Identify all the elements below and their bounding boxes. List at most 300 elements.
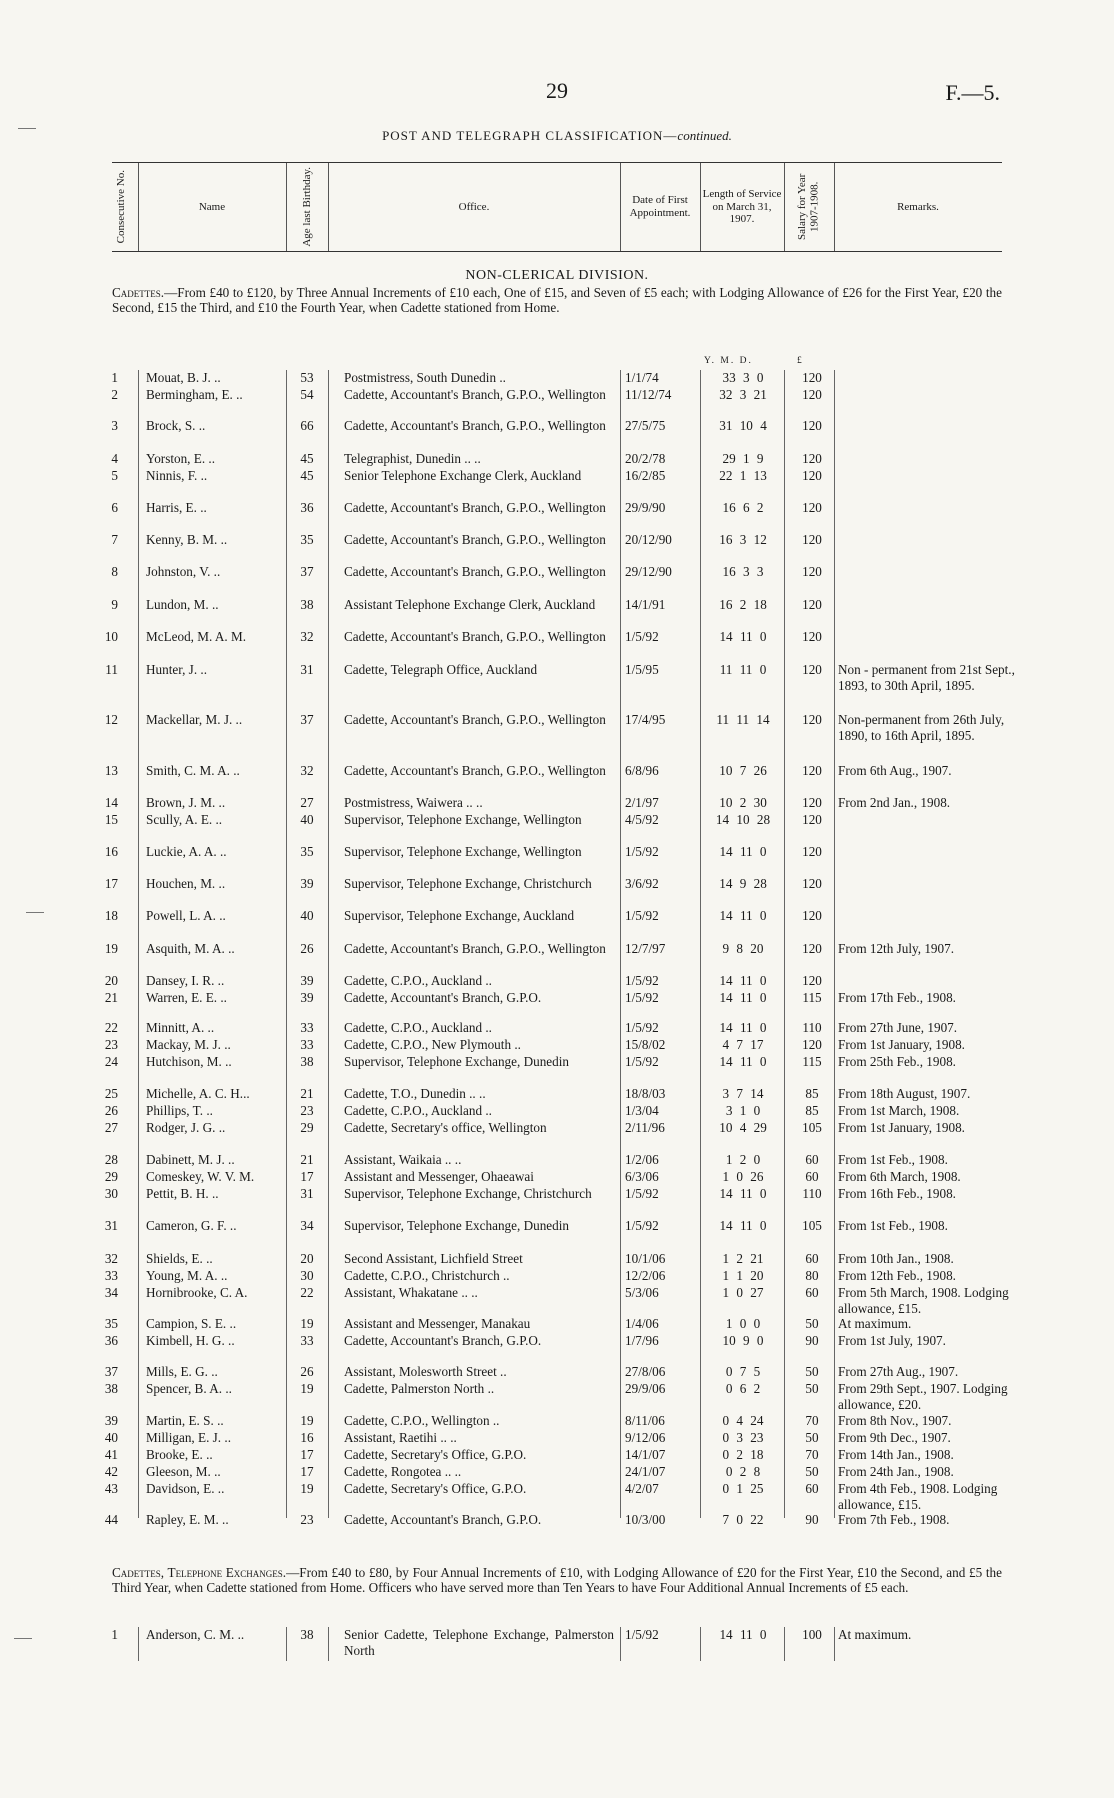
cell-age: 30 <box>300 1268 314 1283</box>
cell-remarks: From 1st July, 1907. <box>838 1333 946 1348</box>
cell-date: 4/2/07 <box>625 1481 659 1496</box>
cell-salary: 120 <box>802 795 822 810</box>
cell-no: 23 <box>104 1037 118 1052</box>
cell-length: 9 8 20 <box>722 941 764 956</box>
cell-date: 1/4/06 <box>625 1316 659 1331</box>
cell-date: 1/5/92 <box>625 844 659 859</box>
cell-age: 19 <box>300 1381 314 1396</box>
cell-name: Scully, A. E. .. <box>146 812 223 827</box>
cell-date: 6/3/06 <box>625 1169 659 1184</box>
cell-length: 16 6 2 <box>722 500 764 515</box>
cell-age: 34 <box>300 1218 314 1233</box>
col-no-header: Consecutive No. <box>114 170 127 244</box>
cell-no: 32 <box>104 1251 118 1266</box>
cell-date: 1/5/92 <box>625 1218 659 1233</box>
cell-no: 41 <box>104 1447 118 1462</box>
cell-length: 14 11 0 <box>719 1020 767 1035</box>
cell-no: 28 <box>104 1152 118 1167</box>
cell-date: 20/12/90 <box>625 532 672 547</box>
cell-salary: 120 <box>802 597 822 612</box>
cell-age: 16 <box>300 1430 314 1445</box>
cell-length: 11 11 14 <box>716 712 770 727</box>
cell-office: Assistant and Messenger, Manakau <box>344 1316 531 1331</box>
cell-date: 11/12/74 <box>625 387 672 402</box>
cell-office: Cadette, C.P.O., Christchurch .. <box>344 1268 510 1283</box>
cell-remarks: From 1st January, 1908. <box>838 1120 965 1135</box>
cell-office: Cadette, Accountant's Branch, G.P.O., Wellington <box>344 387 606 402</box>
cell-name: Hornibrooke, C. A. <box>146 1285 248 1300</box>
cell-no: 8 <box>111 564 118 579</box>
cadettes-text: —From £40 to £120, by Three Annual Increments of £10 each, One of £15, and Seven of £5 each; with Lodging Allowance of £26 for the First Year, £20 the Second, £15 the Third, and £10 the Fourth Year, when Cadette stationed from Home. <box>112 285 1002 315</box>
cell-date: 1/7/96 <box>625 1333 659 1348</box>
cell-length: 14 11 0 <box>719 1186 767 1201</box>
cell-salary: 120 <box>802 387 822 402</box>
cell-age: 45 <box>300 468 314 483</box>
cell-salary: 50 <box>805 1430 819 1445</box>
cell-office: Cadette, Secretary's office, Wellington <box>344 1120 547 1135</box>
cell-length: 0 2 8 <box>725 1464 761 1479</box>
cell-age: 19 <box>300 1413 314 1428</box>
cell-age: 40 <box>300 812 314 827</box>
cell-salary: 60 <box>805 1481 819 1496</box>
cell-remarks: From 12th July, 1907. <box>838 941 955 956</box>
cell-length: 16 2 18 <box>719 597 767 612</box>
cell-no: 14 <box>104 795 118 810</box>
cell-age: 66 <box>300 418 314 433</box>
cell-office: Assistant and Messenger, Ohaeawai <box>344 1169 534 1184</box>
cell-name: Gleeson, M. .. <box>146 1464 221 1479</box>
cell-age: 54 <box>300 387 314 402</box>
cell-salary: 85 <box>805 1103 819 1118</box>
cell-name: Pettit, B. H. .. <box>146 1186 219 1201</box>
cell-name: Minnitt, A. .. <box>146 1020 215 1035</box>
cell-length: 22 1 13 <box>719 468 767 483</box>
cell-salary: 60 <box>805 1251 819 1266</box>
cell-name: Campion, S. E. .. <box>146 1316 237 1331</box>
cell-no: 42 <box>104 1464 118 1479</box>
col-remarks-header: Remarks. <box>897 200 939 213</box>
cell-length: 29 1 9 <box>722 451 764 466</box>
cell-salary: 120 <box>802 908 822 923</box>
cell-no: 19 <box>104 941 118 956</box>
cell-no: 30 <box>104 1186 118 1201</box>
cell-date: 12/2/06 <box>625 1268 666 1283</box>
cell-age: 35 <box>300 844 314 859</box>
cell-age: 38 <box>300 597 314 612</box>
cell-salary: 120 <box>802 763 822 778</box>
cell-length: 0 6 2 <box>725 1381 761 1396</box>
cell-office: Senior Cadette, Telephone Exchange, Palmerston North <box>344 1627 614 1659</box>
cell-date: 14/1/07 <box>625 1447 666 1462</box>
cell-office: Assistant, Whakatane .. .. <box>344 1285 478 1300</box>
col-salary-header: Salary for Year 1907-1908. <box>796 173 821 241</box>
cell-no: 15 <box>104 812 118 827</box>
cell-name: Warren, E. E. .. <box>146 990 227 1005</box>
cell-length: 14 10 28 <box>715 812 771 827</box>
cell-name: Lundon, M. .. <box>146 597 219 612</box>
cell-name: Rodger, J. G. .. <box>146 1120 226 1135</box>
cell-salary: 50 <box>805 1364 819 1379</box>
cell-office: Supervisor, Telephone Exchange, Christchurch <box>344 876 592 891</box>
cell-age: 37 <box>300 564 314 579</box>
cell-date: 9/12/06 <box>625 1430 666 1445</box>
cell-office: Cadette, Accountant's Branch, G.P.O., Wellington <box>344 941 606 956</box>
cell-office: Cadette, Accountant's Branch, G.P.O., Wellington <box>344 532 606 547</box>
cell-date: 12/7/97 <box>625 941 666 956</box>
cell-no: 7 <box>111 532 118 547</box>
cell-no: 6 <box>111 500 118 515</box>
cell-date: 18/8/03 <box>625 1086 666 1101</box>
telephone-text: —From £40 to £80, by Four Annual Increments of £10, with Lodging Allowance of £20 for the First Year, £10 the Second, and £5 the Third Year, when Cadette stationed from Home. Officers who have served more than Ten Years to have Four Additional Annual Increments of £5 each. <box>112 1565 1002 1595</box>
cell-age: 17 <box>300 1169 314 1184</box>
cell-salary: 90 <box>805 1512 819 1527</box>
cell-office: Supervisor, Telephone Exchange, Wellington <box>344 812 582 827</box>
cell-date: 1/1/74 <box>625 370 659 385</box>
cell-salary: 60 <box>805 1285 819 1300</box>
cell-name: Dansey, I. R. .. <box>146 973 225 988</box>
cell-length: 1 2 21 <box>722 1251 764 1266</box>
cell-remarks: From 4th Feb., 1908. Lodging allowance, £15. <box>838 1481 998 1513</box>
cell-date: 1/5/92 <box>625 990 659 1005</box>
cell-age: 39 <box>300 973 314 988</box>
cell-salary: 120 <box>802 662 822 677</box>
cell-name: Spencer, B. A. .. <box>146 1381 232 1396</box>
cell-date: 15/8/02 <box>625 1037 666 1052</box>
cell-date: 27/5/75 <box>625 418 666 433</box>
cell-age: 39 <box>300 990 314 1005</box>
cell-no: 37 <box>104 1364 118 1379</box>
cell-name: Davidson, E. .. <box>146 1481 225 1496</box>
cell-remarks: From 1st Feb., 1908. <box>838 1218 948 1233</box>
cell-date: 1/5/92 <box>625 973 659 988</box>
cell-remarks: From 10th Jan., 1908. <box>838 1251 954 1266</box>
cell-no: 33 <box>104 1268 118 1283</box>
cell-length: 3 1 0 <box>725 1103 761 1118</box>
cell-remarks: From 2nd Jan., 1908. <box>838 795 951 810</box>
cell-no: 5 <box>111 468 118 483</box>
cell-office: Assistant, Molesworth Street .. <box>344 1364 507 1379</box>
cell-length: 33 3 0 <box>722 370 764 385</box>
cell-office: Cadette, Secretary's Office, G.P.O. <box>344 1447 527 1462</box>
telephone-table-row <box>112 1627 1002 1661</box>
cell-age: 22 <box>300 1285 314 1300</box>
cell-length: 4 7 17 <box>722 1037 764 1052</box>
cell-salary: 90 <box>805 1333 819 1348</box>
cell-remarks: From 8th Nov., 1907. <box>838 1413 952 1428</box>
cell-remarks: From 12th Feb., 1908. <box>838 1268 956 1283</box>
cell-length: 10 7 26 <box>719 763 767 778</box>
cell-no: 1 <box>111 1627 118 1642</box>
cell-salary: 70 <box>805 1413 819 1428</box>
cell-length: 31 10 4 <box>719 418 767 433</box>
cell-length: 16 3 3 <box>722 564 764 579</box>
cell-office: Cadette, Accountant's Branch, G.P.O., Wellington <box>344 500 606 515</box>
cell-date: 2/11/96 <box>625 1120 665 1135</box>
cell-name: Brown, J. M. .. <box>146 795 226 810</box>
cell-salary: 50 <box>805 1464 819 1479</box>
cell-salary: 100 <box>802 1627 822 1642</box>
cell-no: 1 <box>111 370 118 385</box>
cell-name: Martin, E. S. .. <box>146 1413 224 1428</box>
cell-office: Telegraphist, Dunedin .. .. <box>344 451 481 466</box>
cell-salary: 120 <box>802 973 822 988</box>
cell-date: 6/8/96 <box>625 763 659 778</box>
cell-no: 26 <box>104 1103 118 1118</box>
cell-office: Supervisor, Telephone Exchange, Wellington <box>344 844 582 859</box>
cell-age: 38 <box>300 1054 314 1069</box>
cell-office: Cadette, Palmerston North .. <box>344 1381 495 1396</box>
cell-remarks: From 1st March, 1908. <box>838 1103 960 1118</box>
col-office-header: Office. <box>458 200 490 213</box>
cell-salary: 85 <box>805 1086 819 1101</box>
cell-salary: 120 <box>802 712 822 727</box>
cell-no: 27 <box>104 1120 118 1135</box>
cell-salary: 120 <box>802 500 822 515</box>
cell-date: 27/8/06 <box>625 1364 666 1379</box>
cell-date: 1/5/92 <box>625 1020 659 1035</box>
cell-date: 24/1/07 <box>625 1464 666 1479</box>
cell-salary: 105 <box>802 1218 822 1233</box>
cell-date: 2/1/97 <box>625 795 659 810</box>
cell-length: 0 4 24 <box>722 1413 764 1428</box>
cell-length: 14 9 28 <box>719 876 767 891</box>
cell-remarks: Non-permanent from 26th July, 1890, to 16th April, 1895. <box>838 712 1005 744</box>
cell-no: 43 <box>104 1481 118 1496</box>
cell-age: 39 <box>300 876 314 891</box>
cell-date: 10/1/06 <box>625 1251 666 1266</box>
cell-name: Johnston, V. .. <box>146 564 221 579</box>
cell-age: 23 <box>300 1103 314 1118</box>
cell-length: 7 0 22 <box>722 1512 764 1527</box>
cell-remarks: From 27th June, 1907. <box>838 1020 958 1035</box>
cell-name: Phillips, T. .. <box>146 1103 213 1118</box>
cell-salary: 60 <box>805 1169 819 1184</box>
cell-date: 8/11/06 <box>625 1413 665 1428</box>
cell-age: 19 <box>300 1316 314 1331</box>
cell-date: 10/3/00 <box>625 1512 666 1527</box>
cell-age: 33 <box>300 1037 314 1052</box>
cell-no: 36 <box>104 1333 118 1348</box>
cell-office: Assistant, Waikaia .. .. <box>344 1152 462 1167</box>
cell-office: Cadette, Accountant's Branch, G.P.O., Wellington <box>344 763 606 778</box>
cell-length: 1 0 27 <box>722 1285 764 1300</box>
cell-salary: 120 <box>802 418 822 433</box>
cell-office: Cadette, Accountant's Branch, G.P.O., Wellington <box>344 629 606 644</box>
cell-name: Shields, E. .. <box>146 1251 213 1266</box>
cell-remarks: From 18th August, 1907. <box>838 1086 971 1101</box>
cell-length: 3 7 14 <box>722 1086 764 1101</box>
cell-office: Postmistress, South Dunedin .. <box>344 370 506 385</box>
cell-length: 14 11 0 <box>719 629 767 644</box>
cell-length: 10 9 0 <box>722 1333 764 1348</box>
cell-office: Cadette, Accountant's Branch, G.P.O., Wellington <box>344 418 606 433</box>
cell-salary: 110 <box>802 1020 822 1035</box>
cell-age: 26 <box>300 1364 314 1379</box>
cell-office: Assistant, Raetihi .. .. <box>344 1430 457 1445</box>
cell-name: Milligan, E. J. .. <box>146 1430 231 1445</box>
cell-office: Supervisor, Telephone Exchange, Auckland <box>344 908 575 923</box>
cell-name: Yorston, E. .. <box>146 451 216 466</box>
cell-no: 9 <box>111 597 118 612</box>
cell-length: 14 11 0 <box>719 1627 767 1642</box>
cell-salary: 120 <box>802 876 822 891</box>
cell-office: Cadette, Rongotea .. .. <box>344 1464 462 1479</box>
cell-name: Houchen, M. .. <box>146 876 226 891</box>
col-name-header: Name <box>198 200 226 213</box>
cell-salary: 120 <box>802 941 822 956</box>
cell-age: 27 <box>300 795 314 810</box>
cell-remarks: Non - permanent from 21st Sept., 1893, to 30th April, 1895. <box>838 662 1015 694</box>
cell-name: Mills, E. G. .. <box>146 1364 218 1379</box>
cell-name: Harris, E. .. <box>146 500 207 515</box>
cell-age: 35 <box>300 532 314 547</box>
cell-name: Powell, L. A. .. <box>146 908 226 923</box>
cell-no: 24 <box>104 1054 118 1069</box>
cell-length: 14 11 0 <box>719 1218 767 1233</box>
cell-date: 4/5/92 <box>625 812 659 827</box>
cell-office: Cadette, Accountant's Branch, G.P.O., Wellington <box>344 712 606 727</box>
cell-length: 16 3 12 <box>719 532 767 547</box>
cell-length: 14 11 0 <box>719 844 767 859</box>
cell-date: 1/5/92 <box>625 1186 659 1201</box>
cell-name: Mouat, B. J. .. <box>146 370 221 385</box>
cell-name: Rapley, E. M. .. <box>146 1512 229 1527</box>
cell-name: Kimbell, H. G. .. <box>146 1333 235 1348</box>
cell-age: 32 <box>300 629 314 644</box>
cell-no: 39 <box>104 1413 118 1428</box>
cell-age: 17 <box>300 1464 314 1479</box>
cell-salary: 120 <box>802 468 822 483</box>
cell-office: Cadette, Accountant's Branch, G.P.O. <box>344 990 542 1005</box>
margin-mark <box>14 1638 32 1639</box>
col-length-header: Length of Service on March 31, 1907. <box>702 188 782 226</box>
cell-length: 14 11 0 <box>719 1054 767 1069</box>
cell-date: 1/5/92 <box>625 1627 659 1642</box>
col-age-header: Age last Birthday. <box>300 167 313 247</box>
cell-salary: 120 <box>802 564 822 579</box>
cell-office: Assistant Telephone Exchange Clerk, Auckland <box>344 597 596 612</box>
sheet-reference: F.—5. <box>945 80 1000 105</box>
cell-no: 22 <box>104 1020 118 1035</box>
cell-salary: 50 <box>805 1381 819 1396</box>
cell-length: 32 3 21 <box>719 387 767 402</box>
cell-salary: 80 <box>805 1268 819 1283</box>
cell-remarks: From 16th Feb., 1908. <box>838 1186 956 1201</box>
cell-date: 5/3/06 <box>625 1285 659 1300</box>
cell-name: Comeskey, W. V. M. <box>146 1169 255 1184</box>
cell-remarks: From 14th Jan., 1908. <box>838 1447 954 1462</box>
telephone-intro <box>112 1565 1002 1595</box>
cell-age: 26 <box>300 941 314 956</box>
cell-date: 14/1/91 <box>625 597 666 612</box>
cell-remarks: From 1st Feb., 1908. <box>838 1152 948 1167</box>
cell-no: 40 <box>104 1430 118 1445</box>
pound-unit: £ <box>797 356 804 366</box>
cell-name: Kenny, B. M. .. <box>146 532 228 547</box>
cell-no: 35 <box>104 1316 118 1331</box>
cell-length: 1 1 20 <box>722 1268 764 1283</box>
cell-no: 4 <box>111 451 118 466</box>
cell-office: Senior Telephone Exchange Clerk, Auckland <box>344 468 582 483</box>
cell-name: Smith, C. M. A. .. <box>146 763 240 778</box>
cell-date: 1/5/95 <box>625 662 659 677</box>
cell-name: Asquith, M. A. .. <box>146 941 235 956</box>
cell-remarks: From 9th Dec., 1907. <box>838 1430 951 1445</box>
cell-office: Cadette, Telegraph Office, Auckland <box>344 662 538 677</box>
cell-no: 16 <box>104 844 118 859</box>
cell-office: Cadette, C.P.O., Auckland .. <box>344 973 492 988</box>
cell-age: 33 <box>300 1020 314 1035</box>
cell-age: 31 <box>300 1186 314 1201</box>
cell-salary: 120 <box>802 451 822 466</box>
cell-age: 17 <box>300 1447 314 1462</box>
col-date-header: Date of First Appointment. <box>629 194 691 219</box>
cell-name: Brock, S. .. <box>146 418 206 433</box>
cell-no: 3 <box>111 418 118 433</box>
cell-length: 14 11 0 <box>719 908 767 923</box>
cell-remarks: From 7th Feb., 1908. <box>838 1512 950 1527</box>
cell-age: 19 <box>300 1481 314 1496</box>
cell-office: Cadette, Secretary's Office, G.P.O. <box>344 1481 527 1496</box>
cell-no: 18 <box>104 908 118 923</box>
cell-office: Supervisor, Telephone Exchange, Dunedin <box>344 1218 569 1233</box>
cell-length: 0 3 23 <box>722 1430 764 1445</box>
cell-salary: 120 <box>802 532 822 547</box>
cell-no: 31 <box>104 1218 118 1233</box>
cell-salary: 70 <box>805 1447 819 1462</box>
cell-salary: 60 <box>805 1152 819 1167</box>
cell-date: 1/5/92 <box>625 1054 659 1069</box>
cell-no: 20 <box>104 973 118 988</box>
cell-remarks: From 24th Jan., 1908. <box>838 1464 954 1479</box>
telephone-label: Cadettes, Telephone Exchanges. <box>112 1565 287 1580</box>
cell-length: 1 0 0 <box>725 1316 761 1331</box>
cell-remarks: From 1st January, 1908. <box>838 1037 965 1052</box>
cell-name: Mackellar, M. J. .. <box>146 712 243 727</box>
cell-name: Young, M. A. .. <box>146 1268 228 1283</box>
column-header <box>112 162 1002 252</box>
cell-date: 1/3/04 <box>625 1103 659 1118</box>
cell-length: 0 7 5 <box>725 1364 761 1379</box>
cell-name: Hunter, J. .. <box>146 662 208 677</box>
cell-date: 1/5/92 <box>625 629 659 644</box>
cell-no: 10 <box>104 629 118 644</box>
cell-salary: 115 <box>802 1054 822 1069</box>
cell-length: 14 11 0 <box>719 990 767 1005</box>
division-title: NON-CLERICAL DIVISION. <box>465 268 649 283</box>
cell-office: Second Assistant, Lichfield Street <box>344 1251 523 1266</box>
cell-office: Cadette, C.P.O., Auckland .. <box>344 1020 492 1035</box>
cell-length: 0 1 25 <box>722 1481 764 1496</box>
cell-remarks: At maximum. <box>838 1627 912 1642</box>
margin-mark <box>26 912 44 913</box>
cell-no: 13 <box>104 763 118 778</box>
cell-date: 3/6/92 <box>625 876 659 891</box>
cell-remarks: From 6th March, 1908. <box>838 1169 961 1184</box>
cell-date: 16/2/85 <box>625 468 666 483</box>
cell-date: 1/5/92 <box>625 908 659 923</box>
cell-office: Cadette, C.P.O., New Plymouth .. <box>344 1037 521 1052</box>
cell-office: Supervisor, Telephone Exchange, Christchurch <box>344 1186 592 1201</box>
cell-name: Luckie, A. A. .. <box>146 844 227 859</box>
cell-age: 29 <box>300 1120 314 1135</box>
cell-office: Supervisor, Telephone Exchange, Dunedin <box>344 1054 569 1069</box>
cell-name: Michelle, A. C. H... <box>146 1086 250 1101</box>
cell-age: 31 <box>300 662 314 677</box>
cell-date: 20/2/78 <box>625 451 666 466</box>
cell-office: Cadette, C.P.O., Wellington .. <box>344 1413 500 1428</box>
cell-no: 12 <box>104 712 118 727</box>
